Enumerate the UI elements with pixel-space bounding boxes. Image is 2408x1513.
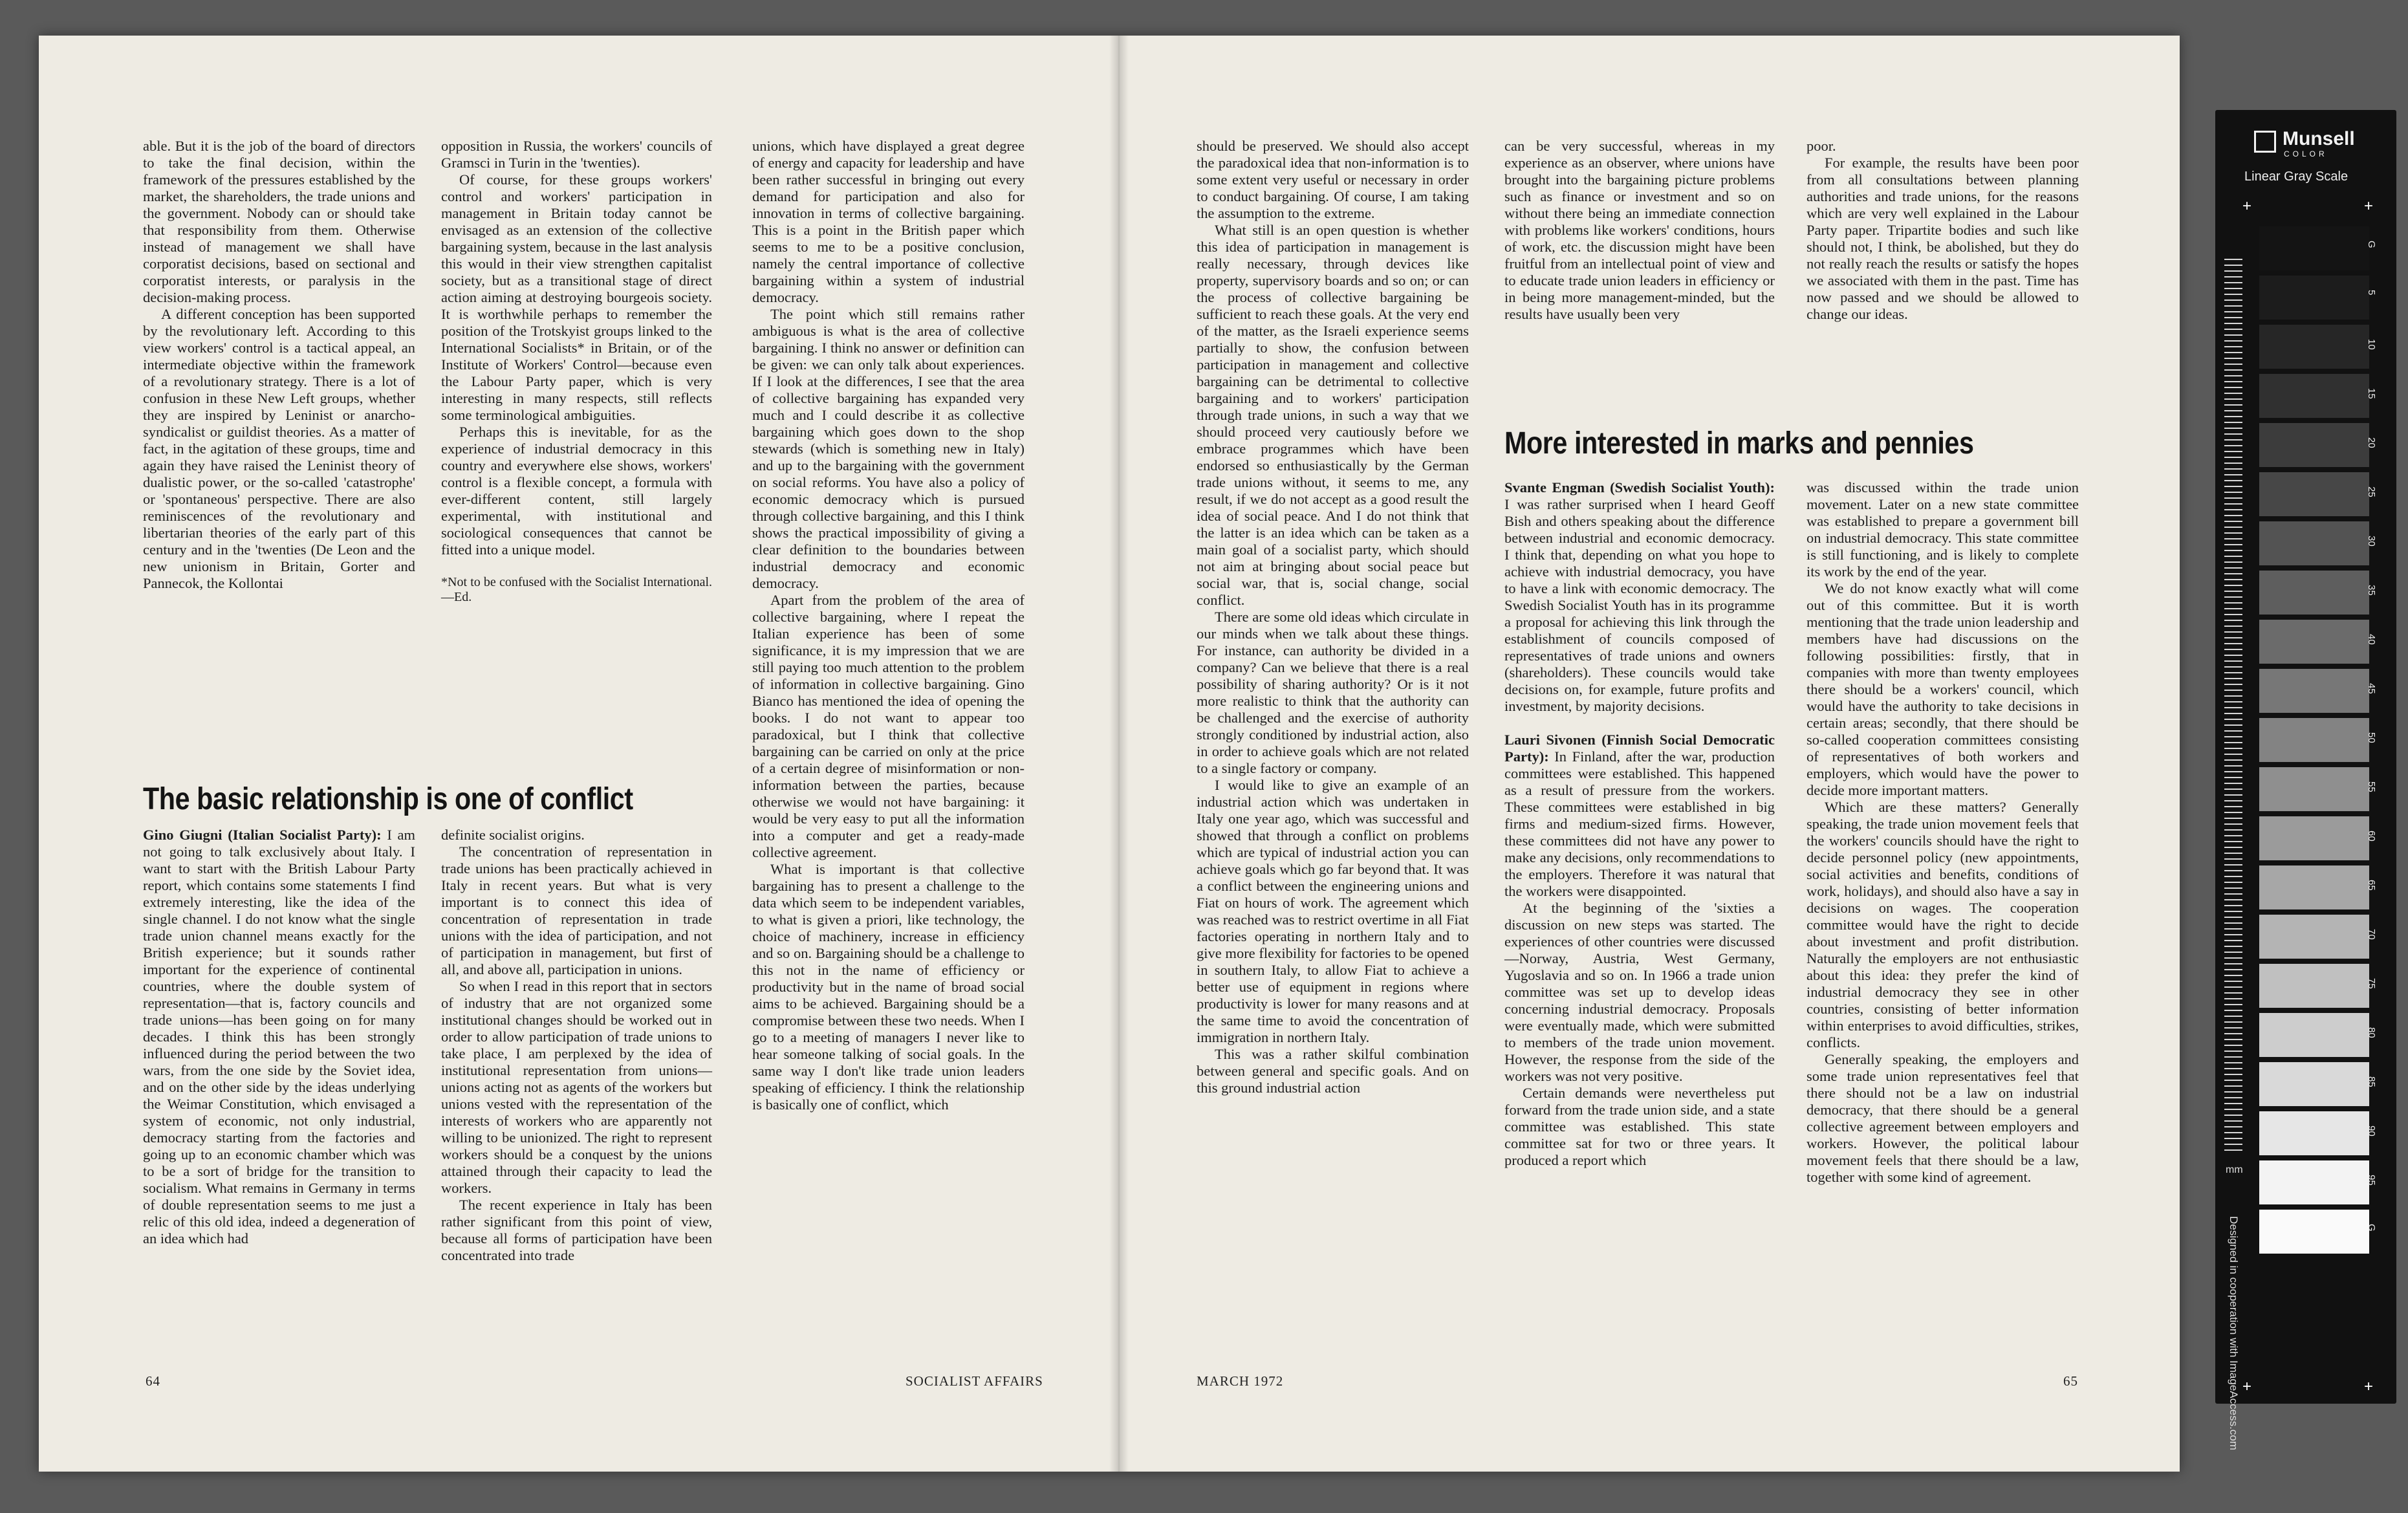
column-6-upper	[1806, 138, 2079, 323]
paragraph	[143, 827, 415, 1247]
munsell-gray-scale	[2215, 110, 2396, 1450]
swatch-label: 80	[2366, 1027, 2377, 1038]
paragraph	[1504, 479, 1775, 715]
swatch-label: G	[2366, 1224, 2377, 1232]
plus-icon: +	[2242, 197, 2252, 215]
swatch-label: 65	[2366, 880, 2377, 891]
paragraph-text: I am not going to talk exclusively about Italy. I want to start with the British Labour Party report, which contains some statements I find extremely interesting, like the idea of the single channel. I do not know what the single trade union channel means exactly for the British experience; but it sounds rather important for the experience of continental countries, where the double system of representation—that is, factory councils and trade unions—has been going on for many decades. I think this has been strongly influenced during the period between the two wars, from the one side by the Soviet idea, and on the other side by the ideas underlying the Weimar Constitution, which envisaged a system of economic, not only industrial, democracy starting from the factories and going up to an economic chamber which was to be a sort of bridge for the transition to socialism. What remains in Germany in terms of double representation seems to me just a relic of this old idea, indeed a degeneration of an idea which had	[143, 827, 416, 1246]
column-5-lower	[1504, 479, 1775, 1169]
speaker-name: Svante Engman (Swedish Socialist Youth):	[1504, 479, 1775, 495]
munsell-logo-icon	[2254, 131, 2276, 153]
swatch-label: 25	[2366, 486, 2377, 497]
swatch-label: 50	[2366, 732, 2377, 743]
gray-swatches	[2259, 226, 2369, 1259]
paragraph: For example, the results have been poor from all consultations between planning authorities and trade unions, for the reasons which are very well explained in the Labour Party paper. Tripartite bodies and such like should not, I think, be abolished, but they do not really reach the results or satisfy the hopes we associated with them in the past. Time has now passed and we should be allowed to change our ideas.	[1806, 155, 2079, 322]
column-4	[1197, 138, 1469, 1096]
paragraph: There are some old ideas which circulate in our minds when we talk about these things. For instance, can authority be divided in a company? Can we believe that there is a real possibility of sharing authority? Or is it not more realistic to think that the authority can be challenged and the exercise of authority strongly conditioned by industrial action, also in order to achieve goals which are not related to a single factory or company.	[1197, 609, 1469, 776]
swatch-label: 30	[2366, 536, 2377, 547]
paragraph: Which are these matters? Generally speaking, the trade union movement feels that the workers' councils should have the right to decide personnel policy (new appointments, social activities and benefits, conditions of work, holidays), and should also have a say in decisions on wages. The cooperation committee would have the right to decide about investment and profit distribution. Naturally the employers are not enthusiastic about this idea: they prefer the kind of industrial democracy they see in other countries, consisting of better information within enterprises to avoid difficulties, strikes, conflicts.	[1806, 799, 2079, 1050]
swatch-label: 90	[2366, 1126, 2377, 1137]
paragraph: I would like to give an example of an industrial action which was undertaken in Italy one year ago, which was successful and showed that through a conflict on problems which are typical of industrial action you can achieve goals which go far beyond that. It was a conflict between the engineering unions and Fiat on hours of work. The agreement which was reached was to restrict overtime in all Fiat factories operating in northern Italy and to give more flexibility for factories to be opened in southern Italy, to allow Fiat to achieve a better use of equipment in regions where productivity is lower for many reasons and at the same time to avoid the concentration of immigration in northern Italy.	[1197, 777, 1469, 1045]
gray-swatch	[2259, 915, 2369, 959]
gray-swatch	[2259, 1160, 2369, 1204]
gray-swatch	[2259, 1111, 2369, 1155]
column-5-upper	[1504, 138, 1775, 323]
paragraph: Generally speaking, the employers and some trade union representatives feel that there should not be a law on industrial democracy, that there should be a general collective agreement between employers and workers. However, the political labour movement feels that there should be a law, together with some kind of agreement.	[1806, 1051, 2079, 1185]
paragraph-text: In Finland, after the war, production committees were established. This happened as a result of pressure from the workers. These committees were established in big firms and medium-sized firms. However, these committees did not have any power to make any decisions, only recommendations to the employers. Therefore it was natural that the workers were disappointed.	[1504, 748, 1775, 899]
plus-icon: +	[2242, 1378, 2252, 1395]
paragraph: should be preserved. We should also accept the paradoxical idea that non-information is to some extent very useful or necessary in order to conduct bargaining. Of course, I am taking the assumption to the extreme.	[1197, 138, 1469, 221]
page-number-left: 64	[146, 1373, 160, 1389]
paragraph: poor.	[1806, 138, 1836, 154]
gray-swatch	[2259, 669, 2369, 713]
scale-title: Linear Gray Scale	[2244, 169, 2348, 184]
mm-ruler	[2224, 259, 2242, 1151]
scale-credit: Designed in cooperation with ImageAccess.com	[2228, 1216, 2240, 1450]
column-2-lower	[441, 827, 712, 1264]
paragraph: able. But it is the job of the board of directors to take the final decision, within the framework of the pressures established by the market, the shareholders, the trade unions and the government. Nobody can or should take that responsibility from them. Otherwise instead of management we shall have corporatist decisions, based on sectional and corporatist interests, or paralysis in the decision-making process.	[143, 138, 415, 305]
column-1-lower	[143, 827, 415, 1247]
paragraph: Of course, for these groups workers' control and workers' participation in management in Britain today cannot be envisaged as an extension of the collective bargaining system, because in the last analysis this would in their view strengthen capitalist society, but as a transitional stage of direct action aiming at destroying bourgeois society. It is worthwhile perhaps to remember the position of the Trotskyist groups linked to the International Socialists* in Britain, or of the Institute of Workers' Control—because even the Labour Party paper, which is very interesting in many respects, still reflects some terminological ambiguities.	[441, 171, 712, 423]
headline-right: More interested in marks and pennies	[1504, 426, 1974, 461]
paragraph: opposition in Russia, the workers' councils of Gramsci in Turin in the 'twenties).	[441, 138, 712, 171]
munsell-logo	[2254, 128, 2383, 158]
paragraph: The recent experience in Italy has been rather significant from this point of view, because all forms of participation have been concentrated into trade	[441, 1197, 712, 1263]
swatch-label: 70	[2366, 929, 2377, 940]
swatch-label: 85	[2366, 1076, 2377, 1087]
speaker-name: Lauri Sivonen (Finnish Social Democratic Party):	[1504, 732, 1775, 765]
gray-swatch	[2259, 374, 2369, 418]
paragraph: Perhaps this is inevitable, for as the experience of industrial democracy in this country and everywhere else shows, workers' control is a flexible concept, a formula with ever-different content, still largely experimental, with institutional and sociological consequences that cannot be fitted into a unique model.	[441, 424, 712, 558]
gray-swatch	[2259, 472, 2369, 516]
gray-swatch	[2259, 964, 2369, 1008]
journal-name: SOCIALIST AFFAIRS	[906, 1373, 1043, 1389]
paragraph: The concentration of representation in trade unions has been practically achieved in Italy in recent years. But what is very important is to connect this idea of concentration of representation in trade unions with the idea of participation, and not of participation in management, but first of all, and above all, participation in unions.	[441, 844, 712, 977]
paragraph: A different conception has been supported by the revolutionary left. According to this view workers' control is a tactical appeal, an intermediate objective within the framework of a revolutionary strategy. There is a lot of confusion in these New Left groups, whether they are inspired by Leninist or anarcho-syndicalist or guildist theories. As a matter of fact, in the agitation of these groups, time and again they have raised the Leninist theory of dualistic power, or the so-called 'catastrophe' or 'spontaneous' perspective. There are also reminiscences of the revolutionary and libertarian theories of the early part of this century and in the 'twenties (De Leon and the new unionism in Britain, Gorter and Pannecok, the Kollontai	[143, 306, 415, 591]
plus-icon: +	[2364, 197, 2374, 215]
gray-swatch	[2259, 423, 2369, 467]
gray-swatch	[2259, 1210, 2369, 1254]
swatch-label: 5	[2366, 290, 2377, 296]
swatch-label: 20	[2366, 437, 2377, 448]
gray-swatch	[2259, 571, 2369, 615]
paragraph: Apart from the problem of the area of collective bargaining, where I repeat the Italian experience has been of some significance, it is my impression that we are still paying too much attention to the problem of information in collective bargaining. Gino Bianco has mentioned the idea of opening the books. I do not want to appear too paradoxical, but I think that collective bargaining can be carried on only at the price of a certain degree of misinformation or non-information between the parties, because otherwise we would not have bargaining: it would be very easy to put all the information into a computer and get a ready-made collective agreement.	[752, 592, 1025, 860]
gray-swatch	[2259, 620, 2369, 664]
paragraph: unions, which have displayed a great degree of energy and capacity for leadership and have been rather successful in bringing out every demand for participation and also for innovation in terms of collective bargaining. This is a point in the British paper which seems to me to be a positive conclusion, namely the central importance of collective bargaining within a system of industrial democracy.	[752, 138, 1025, 305]
page-number-right: 65	[2063, 1373, 2078, 1389]
headline-left: The basic relationship is one of conflict	[143, 782, 633, 816]
magazine-spread	[39, 36, 2180, 1472]
page-gutter	[1109, 36, 1129, 1472]
gray-swatch	[2259, 1062, 2369, 1106]
ruler-unit: mm	[2226, 1164, 2243, 1175]
paragraph: This was a rather skilful combination between general and specific goals. And on this ground industrial action	[1197, 1046, 1469, 1096]
paragraph: definite socialist origins.	[441, 827, 585, 843]
column-1-upper	[143, 138, 415, 592]
paragraph: can be very successful, whereas in my experience as an observer, where unions have brought into the bargaining picture problems such as finance or investment and so on without there being an immediate connection with problems like workers' conditions, hours of work, etc. the discussion might have been fruitful from an intellectual point of view and to educate trade union leaders in efficiency or in being more management-minded, but the results have usually been very	[1504, 138, 1775, 322]
swatch-label: 75	[2366, 978, 2377, 989]
munsell-brand: Munsell	[2283, 128, 2355, 149]
gray-swatch	[2259, 521, 2369, 565]
gray-swatch	[2259, 276, 2369, 320]
speaker-name: Gino Giugni (Italian Socialist Party):	[143, 827, 382, 843]
column-3	[752, 138, 1025, 1113]
paragraph	[1504, 732, 1775, 900]
swatch-label: 35	[2366, 585, 2377, 596]
issue-date: MARCH 1972	[1197, 1373, 1284, 1389]
paragraph: At the beginning of the 'sixties a discussion on new steps was started. The experiences of other countries were discussed—Norway, Austria, West Germany, Yugoslavia and so on. In 1966 a trade union committee was set up to develop ideas concerning industrial democracy. Proposals were eventually made, which were submitted to members of the trade union movement. However, the response from the side of the workers was not very positive.	[1504, 900, 1775, 1084]
footnote: *Not to be confused with the Socialist International.—Ed.	[441, 575, 712, 604]
paragraph-text: I was rather surprised when I heard Geoff Bish and others speaking about the difference between industrial and economic democracy. I think that, depending on what you hope to achieve with industrial democracy, you have to have a link with economic democracy. The Swedish Socialist Youth has in its programme a proposal for achieving this link through the establishment of councils composed of representatives of trade unions and owners (shareholders). These councils would take decisions on, for example, future profits and investment, by majority decisions.	[1504, 496, 1775, 714]
gray-swatch	[2259, 718, 2369, 762]
gray-swatch	[2259, 325, 2369, 369]
swatch-label: 45	[2366, 683, 2377, 694]
paragraph: So when I read in this report that in sectors of industry that are not organized some institutional changes should be worked out in order to allow participation of trade unions to take place, I am perplexed by the idea of institutional representation from unions—unions acting not as agents of the workers but unions vested with the representation of the interests of workers who are apparently not willing to be unionized. The right to represent workers should be a conquest by the unions attained through their capacity to lead the workers.	[441, 978, 712, 1196]
paragraph: We do not know exactly what will come out of this committee. But it is worth mentioning that the trade union leadership and members have had discussions on the following possibilities: firstly, that in companies with more than twenty employees there should be a workers' council, which would have the authority to take decisions in certain areas; secondly, that there should be so-called cooperation committees consisting of representatives of both workers and employers, which would have the power to decide more important matters.	[1806, 580, 2079, 798]
paragraph: What is important is that collective bargaining has to present a challenge to the data which seem to be independent variables, to what is given a priori, like technology, the choice of machinery, increase in efficiency and so on. Bargaining should be a challenge to this not in the name of efficiency or productivity but in the name of broad social aims to be achieved. Bargaining should be a compromise between these two needs. When I go to a meeting of managers I never like to hear someone talking of social goals. In the same way I don't like trade union leaders speaking of efficiency. I think the relationship is basically one of conflict, which	[752, 861, 1025, 1113]
paragraph: The point which still remains rather ambiguous is what is the area of collective bargaining. I think no answer or definition can be given: we can only talk about experiences. If I look at the differences, I see that the area of collective bargaining has expanded very much and I could describe it as collective bargaining which goes down to the shop stewards (which is something new in Italy) and up to the bargaining with the government on social reforms. You have also a policy of economic democracy which is pursued through collective bargaining, and this I think shows the practical impossibility of giving a clear definition to the boundaries between industrial democracy and economic democracy.	[752, 306, 1025, 591]
gray-swatch	[2259, 226, 2369, 270]
swatch-label: 40	[2366, 634, 2377, 645]
swatch-label: 55	[2366, 781, 2377, 792]
plus-icon: +	[2364, 1378, 2374, 1395]
swatch-label: G	[2366, 241, 2377, 248]
swatch-label: 60	[2366, 831, 2377, 842]
gray-swatch	[2259, 1013, 2369, 1057]
munsell-brand-sub: COLOR	[2284, 149, 2328, 158]
swatch-label: 15	[2366, 388, 2377, 399]
column-2-upper	[441, 138, 712, 605]
column-6-lower	[1806, 479, 2079, 1186]
swatch-label: 95	[2366, 1175, 2377, 1186]
gray-swatch	[2259, 767, 2369, 811]
paragraph: What still is an open question is whether this idea of participation in management is really necessary, through devices like property, supervisory boards and so on; or can the process of collective bargaining be sufficient to reach these goals. At the very end of the matter, as the Israeli experience seems partially to show, the confusion between participation in management and collective bargaining can be detrimental to collective bargaining and to workers' participation through trade unions, in such a way that we should proceed very cautiously before we embrace programmes which have been endorsed so enthusiastically by the German trade unions without, it seems to me, any result, if we do not accept as a good result the idea of social peace. And I do not think that the latter is an idea which can be taken as a main goal of a socialist party, which should not aim at bringing about social peace but social war, that is, social change, social conflict.	[1197, 222, 1469, 608]
swatch-label: 10	[2366, 339, 2377, 350]
paragraph: was discussed within the trade union movement. Later on a new state committee was established to prepare a government bill on industrial democracy. This state committee is still functioning, and is likely to complete its work by the end of the year.	[1806, 479, 2079, 580]
paragraph: Certain demands were nevertheless put forward from the trade union side, and a state committee was established. This state committee sat for two or three years. It produced a report which	[1504, 1085, 1775, 1168]
gray-swatch	[2259, 816, 2369, 860]
gray-swatch	[2259, 865, 2369, 909]
